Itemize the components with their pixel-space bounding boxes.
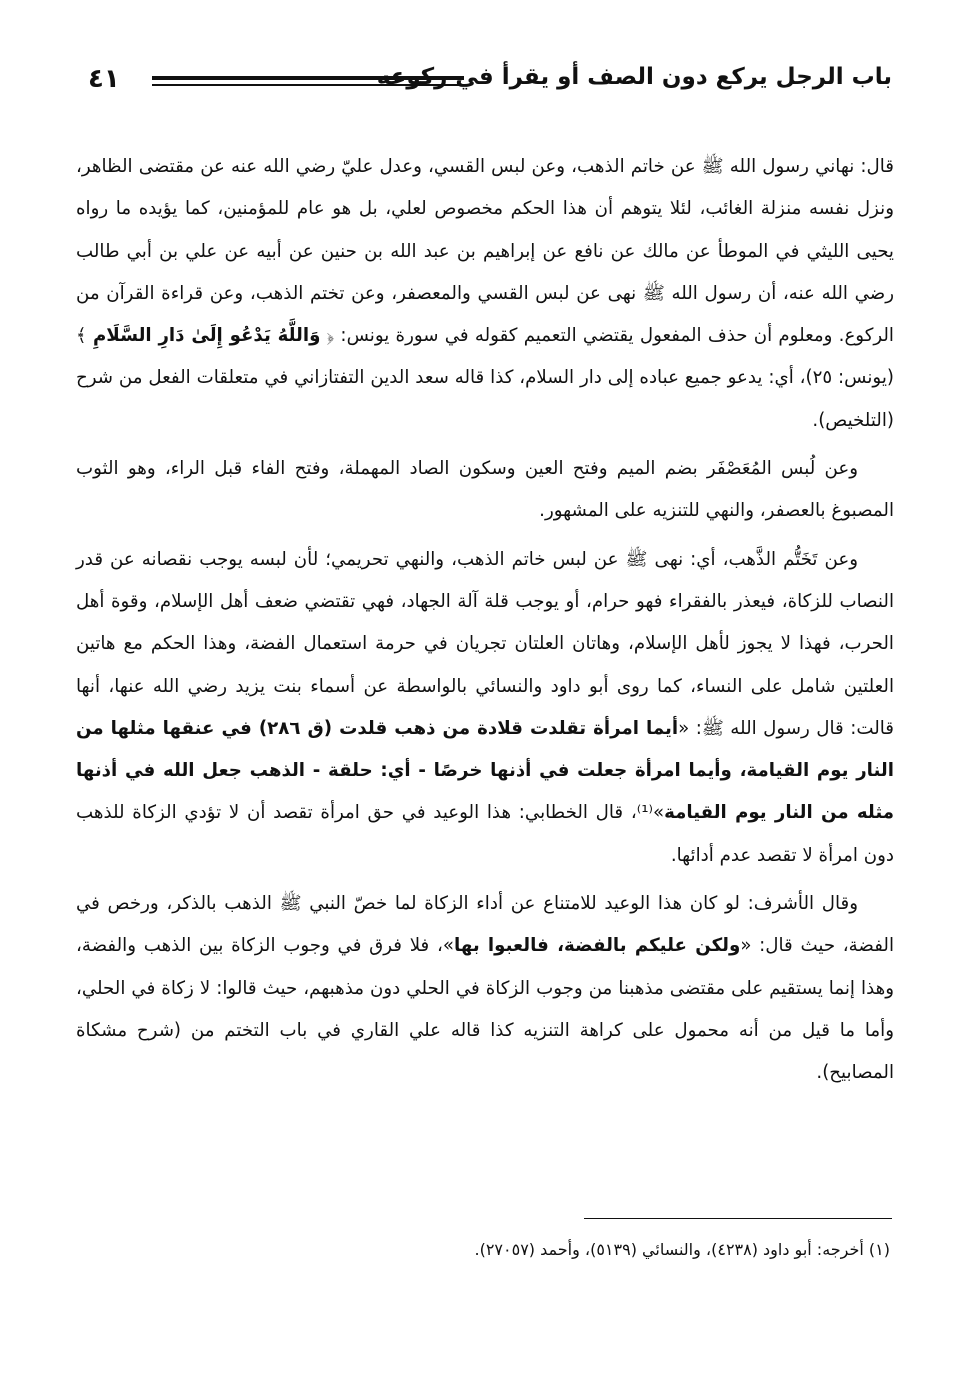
text-segment: »، فلا فرق في وجوب الزكاة بين الذهب والفضة، وهذا إنما يستقيم على مقتضى مذهبنا من وجوب الزكاة في الحلي دون مذهبهم، حيث قالوا: لا زكاة في الحلي، وأما ما قيل من أنه محمول على كراهة التنزيه كذا قاله علي القاري في باب التختم من (شرح مشكاة المصابيح).: [76, 935, 894, 1084]
hadith-text: ولكن عليكم بالفضة، فالعبوا بها: [453, 935, 741, 957]
paragraph: [76, 448, 894, 533]
quran-verse: وَاللَّهُ يَدْعُو إِلَىٰ دَارِ السَّلَامِ: [92, 325, 321, 347]
paragraph: [76, 146, 894, 442]
paragraph: [76, 883, 894, 1094]
hadith-text: أيما امرأة تقلدت قلادة من ذهب قلدت (ق ٢٨٦) في عنقها مثلها من النار يوم القيامة، وأيما امرأة جعلت في أذنها خرصًا - أي: حلقة - الذهب جعل الله في أذنها مثله من النار يوم القيامة: [76, 717, 895, 824]
page-header: [88, 58, 892, 102]
text-segment: وعن لُبس المُعَصْفَر بضم الميم وفتح العين وسكون الصاد المهملة، وفتح الفاء قبل الراء، وهو الثوب المصبوغ بالعصفر، والنهي للتنزيه على المشهور.: [76, 458, 894, 522]
chapter-title: باب الرجل يركع دون الصف أو يقرأ في ركوعه: [376, 64, 892, 90]
text-segment: وقال الأشرف: لو كان هذا الوعيد للامتناع عن أداء الزكاة لما خصّ النبي ﷺ الذهب بالذكر، ورخص في الفضة، حيث قال: «: [76, 893, 894, 957]
text-segment: ﴾ (يونس: ٢٥)، أي: يدعو جميع عباده إلى دار السلام، كذا قاله سعد الدين التفتازاني في متعلقات الفعل من شرح (التلخيص).: [76, 325, 894, 431]
body-text: [76, 146, 894, 1095]
footnote: (١) أخرجه: أبو داود (٤٢٣٨)، والنسائي (٥١٣٩)، وأحمد (٢٧٠٥٧).: [474, 1240, 890, 1259]
paragraph: [76, 539, 894, 877]
page-number: ٤١: [88, 64, 120, 94]
header-rule: [152, 76, 464, 85]
text-segment: »⁽¹⁾، قال الخطابي: هذا الوعيد في حق امرأة تقصد أن لا تؤدي الزكاة للذهب دون امرأة لا تقصد عدم أدائها.: [76, 802, 894, 866]
footnote-divider: [584, 1218, 892, 1219]
text-segment: قال: نهاني رسول الله ﷺ عن خاتم الذهب، وعن لبس القسي، وعدل عليّ رضي الله عنه عن مقتضى الظاهر، ونزل نفسه منزلة الغائب، لئلا يتوهم أن هذا الحكم مخصوص لعلي، بل هو عام للمؤمنين، كما يؤيده ما رواه يحيى الليثي في الموطأ عن مالك عن نافع عن إبراهيم بن عبد الله بن حنين عن أبيه عن علي بن أبي طالب رضي الله عنه، أن رسول الله ﷺ نهى عن لبس القسي والمعصفر، وعن تختم الذهب، وعن قراءة القرآن من الركوع. ومعلوم أن حذف المفعول يقتضي التعميم كقوله في سورة يونس: ﴿: [76, 156, 894, 347]
text-segment: وعن تَخَتُّم الذَّهب، أي: نهى ﷺ عن لبس خاتم الذهب، والنهي تحريمي؛ لأن لبسه يوجب نقصانه عن قدر النصاب للزكاة، فيعذر بالفقراء فهو حرام، أو يوجب قلة آلة الجهاد، فهي تقتضي ضعف أهل الإسلام، وقوة أهل الحرب، فهذا لا يجوز لأهل الإسلام، وهاتان العلتان تجريان في حرمة استعمال الفضة، وهذا الحكم مع هاتين العلتين شامل على النساء، كما روى أبو داود والنسائي بالواسطة عن أسماء بنت يزيد رضي الله عنها، أنها قالت: قال رسول الله ﷺ: «: [76, 548, 894, 739]
